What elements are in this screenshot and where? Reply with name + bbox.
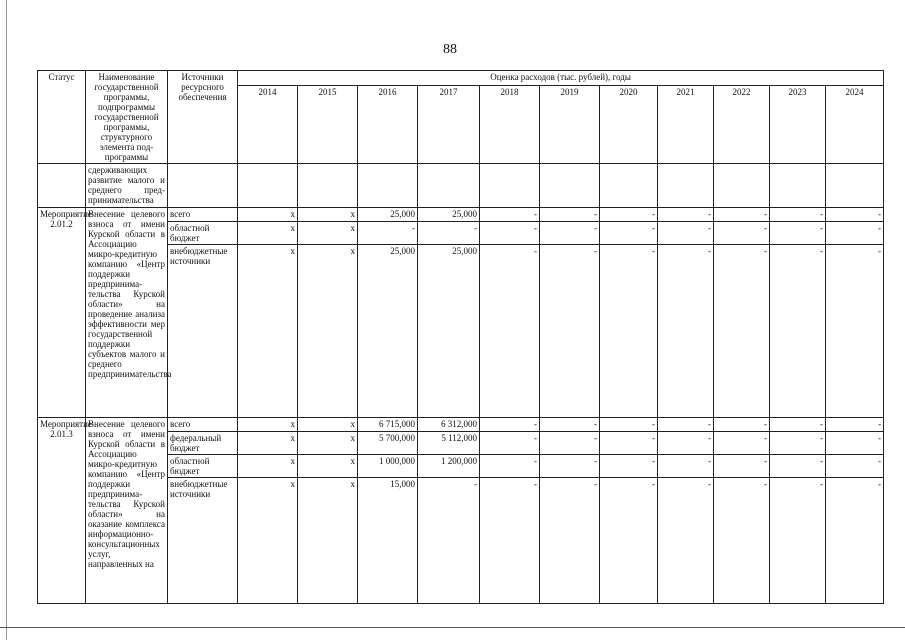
value-cell: 1 200,000 xyxy=(418,454,480,477)
page-number: 88 xyxy=(443,42,457,57)
value-cell: - xyxy=(714,245,770,417)
value-cell: - xyxy=(714,477,770,603)
header-sources: Источники ресурсного обеспечения xyxy=(168,71,238,164)
value-cell: - xyxy=(826,477,884,603)
value-cell: - xyxy=(658,454,714,477)
value-cell: 25,000 xyxy=(358,245,418,417)
value-cell: - xyxy=(600,245,658,417)
table-row xyxy=(38,417,884,431)
value-cell: - xyxy=(826,431,884,454)
value-cell: 1 000,000 xyxy=(358,454,418,477)
value-cell: - xyxy=(826,245,884,417)
value-cell: x xyxy=(238,454,298,477)
value-cell: - xyxy=(540,208,600,222)
value-cell: - xyxy=(540,431,600,454)
value-cell: - xyxy=(658,431,714,454)
budget-table xyxy=(37,70,884,604)
scan-bottom-line xyxy=(0,627,905,628)
value-cell: - xyxy=(358,222,418,245)
header-year: 2021 xyxy=(658,85,714,163)
header-year: 2023 xyxy=(770,85,826,163)
value-cell: - xyxy=(714,417,770,431)
value-cell: - xyxy=(540,417,600,431)
value-cell: - xyxy=(418,222,480,245)
value-cell: 5 700,000 xyxy=(358,431,418,454)
funding-source: областной бюджет xyxy=(168,454,238,477)
value-cell: - xyxy=(826,417,884,431)
value-cell: x xyxy=(298,417,358,431)
value-cell: - xyxy=(770,245,826,417)
value-cell: - xyxy=(600,208,658,222)
value-cell: x xyxy=(298,477,358,603)
value-cell: - xyxy=(480,245,540,417)
value-cell: - xyxy=(480,454,540,477)
table-row xyxy=(38,208,884,222)
value-cell: - xyxy=(480,222,540,245)
value-cell: - xyxy=(714,222,770,245)
measure-status: Мероприятие 2.01.2 xyxy=(38,208,86,417)
value-cell: - xyxy=(658,208,714,222)
value-cell: 25,000 xyxy=(358,208,418,222)
value-cell: - xyxy=(826,222,884,245)
value-cell: x xyxy=(238,222,298,245)
value-cell: 5 112,000 xyxy=(418,431,480,454)
measure-name: Внесение целевого взноса от имени Курской области в Ассоциацию микро-кредитную компанию «Центр поддержки предпринима-тельства Курской области» на оказание комплекса информационно-консультационных услуг, направленных на xyxy=(86,417,168,603)
value-cell: - xyxy=(480,417,540,431)
value-cell: - xyxy=(770,431,826,454)
value-cell: x xyxy=(238,431,298,454)
value-cell: - xyxy=(540,222,600,245)
value-cell: - xyxy=(770,454,826,477)
value-cell: - xyxy=(770,208,826,222)
value-cell: - xyxy=(600,431,658,454)
header-year: 2015 xyxy=(298,85,358,163)
value-cell: 25,000 xyxy=(418,245,480,417)
funding-source: внебюджетные источники xyxy=(168,477,238,603)
header-year: 2022 xyxy=(714,85,770,163)
funding-source: всего xyxy=(168,417,238,431)
value-cell: x xyxy=(238,208,298,222)
value-cell: - xyxy=(658,417,714,431)
funding-source: областной бюджет xyxy=(168,222,238,245)
continuation-name: сдерживающих развитие малого и среднего пред-принимательства xyxy=(86,164,168,208)
value-cell: 6 715,000 xyxy=(358,417,418,431)
value-cell: - xyxy=(658,477,714,603)
header-year: 2016 xyxy=(358,85,418,163)
funding-source: всего xyxy=(168,208,238,222)
value-cell: x xyxy=(298,208,358,222)
value-cell: - xyxy=(540,245,600,417)
value-cell: - xyxy=(714,431,770,454)
value-cell: x xyxy=(298,431,358,454)
measure-status: Мероприятие 2.01.3 xyxy=(38,417,86,603)
value-cell: - xyxy=(658,222,714,245)
value-cell: - xyxy=(658,245,714,417)
value-cell: - xyxy=(770,222,826,245)
value-cell: 25,000 xyxy=(418,208,480,222)
header-year: 2019 xyxy=(540,85,600,163)
value-cell: - xyxy=(600,454,658,477)
value-cell: - xyxy=(770,417,826,431)
value-cell: 6 312,000 xyxy=(418,417,480,431)
value-cell: - xyxy=(540,454,600,477)
measure-name: Внесение целевого взноса от имени Курской области в Ассоциацию микро-кредитную компанию «Центр поддержки предпринима-тельства Курской области» на проведение анализа эффективности мер государственной поддержки субъектов малого и среднего предпринимательства xyxy=(86,208,168,417)
funding-source: федеральный бюджет xyxy=(168,431,238,454)
value-cell: x xyxy=(298,222,358,245)
funding-source: внебюджетные источники xyxy=(168,245,238,417)
continuation-status xyxy=(38,164,86,208)
value-cell: x xyxy=(238,417,298,431)
header-year: 2017 xyxy=(418,85,480,163)
value-cell: - xyxy=(826,208,884,222)
value-cell: - xyxy=(480,208,540,222)
header-status: Статус xyxy=(38,71,86,164)
value-cell: - xyxy=(480,477,540,603)
scan-edge-line xyxy=(6,0,7,640)
header-year: 2024 xyxy=(826,85,884,163)
value-cell: x xyxy=(298,245,358,417)
value-cell: - xyxy=(600,477,658,603)
value-cell: 15,000 xyxy=(358,477,418,603)
value-cell: - xyxy=(714,454,770,477)
header-estimate: Оценка расходов (тыс. рублей), годы xyxy=(238,71,884,86)
value-cell: x xyxy=(298,454,358,477)
header-year: 2014 xyxy=(238,85,298,163)
value-cell: - xyxy=(480,431,540,454)
value-cell: x xyxy=(238,477,298,603)
value-cell: - xyxy=(418,477,480,603)
header-name: Наименование государственной программы, подпрограммы государственной программы, структурного элемента под-программы xyxy=(86,71,168,164)
value-cell: x xyxy=(238,245,298,417)
value-cell: - xyxy=(714,208,770,222)
value-cell: - xyxy=(540,477,600,603)
value-cell: - xyxy=(600,222,658,245)
header-year: 2018 xyxy=(480,85,540,163)
value-cell: - xyxy=(600,417,658,431)
header-year: 2020 xyxy=(600,85,658,163)
value-cell: - xyxy=(826,454,884,477)
value-cell: - xyxy=(770,477,826,603)
